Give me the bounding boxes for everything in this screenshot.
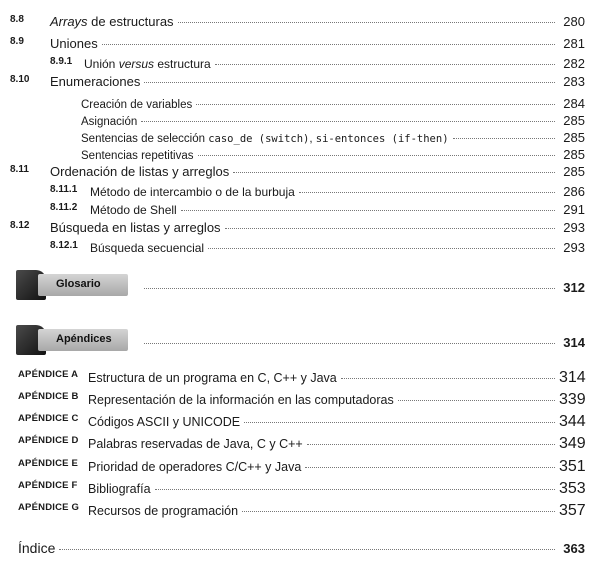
section-number: 8.11 xyxy=(10,164,29,175)
leader-dots xyxy=(242,511,555,512)
leader-dots xyxy=(144,343,555,344)
toc-entry-8-9[interactable] xyxy=(0,36,593,51)
leader-dots xyxy=(233,172,555,173)
appendix-label: APÉNDICE A xyxy=(18,369,79,380)
toc-entry-apendice-a[interactable] xyxy=(0,369,593,387)
page-number: 291 xyxy=(563,202,585,217)
page-number: 363 xyxy=(563,541,585,556)
toc-entry-8-12[interactable] xyxy=(0,220,593,235)
leader-dots xyxy=(198,155,555,156)
toc-entry-8-10[interactable] xyxy=(0,74,593,89)
leader-dots xyxy=(453,138,555,139)
toc-entry-8-12-1[interactable] xyxy=(0,240,593,255)
leader-dots xyxy=(59,549,555,550)
leader-dots xyxy=(225,228,555,229)
page-number: 312 xyxy=(563,280,585,295)
toc-entry-creacion[interactable] xyxy=(0,96,593,111)
section-number: 8.9.1 xyxy=(50,56,73,67)
page-number: 344 xyxy=(559,413,586,430)
page-number: 283 xyxy=(563,74,585,89)
page-number: 293 xyxy=(563,240,585,255)
section-number: 8.9 xyxy=(10,36,24,47)
entry-title: Sentencias repetitivas xyxy=(81,150,194,162)
toc-entry-apendice-f[interactable] xyxy=(0,480,593,498)
appendix-label: APÉNDICE D xyxy=(18,435,79,446)
page-number: 293 xyxy=(563,220,585,235)
appendix-label: APÉNDICE F xyxy=(18,480,78,491)
page-number: 285 xyxy=(563,147,585,162)
leader-dots xyxy=(208,248,555,249)
toc-entry-apendice-d[interactable] xyxy=(0,435,593,453)
section-number: 8.11.2 xyxy=(50,202,78,213)
leader-dots xyxy=(144,288,555,289)
page-number: 285 xyxy=(563,130,585,145)
toc-entry-sentencias-seleccion[interactable] xyxy=(0,130,593,145)
toc-entry-apendice-c[interactable] xyxy=(0,413,593,431)
section-number: 8.11.1 xyxy=(50,184,78,195)
page-number: 353 xyxy=(559,480,586,497)
leader-dots xyxy=(181,210,555,211)
section-number: 8.12.1 xyxy=(50,240,78,251)
toc-entry-apendices[interactable] xyxy=(0,335,593,350)
entry-title: Unión versus estructura xyxy=(84,57,211,71)
appendix-label: APÉNDICE G xyxy=(18,502,80,513)
page-number: 339 xyxy=(559,391,586,408)
entry-title: Sentencias de selección caso_de (switch), si-entonces (if-then) xyxy=(81,133,449,145)
toc-entry-indice[interactable] xyxy=(0,540,593,556)
leader-dots xyxy=(144,82,555,83)
appendix-label: APÉNDICE E xyxy=(18,458,79,469)
entry-title: Índice xyxy=(18,540,56,556)
leader-dots xyxy=(141,121,555,122)
toc-entry-8-9-1[interactable] xyxy=(0,56,593,71)
leader-dots xyxy=(299,192,555,193)
leader-dots xyxy=(155,489,555,490)
toc-entry-8-11-2[interactable] xyxy=(0,202,593,217)
page-number: 280 xyxy=(563,14,585,29)
page-number: 285 xyxy=(563,164,585,179)
page-number: 357 xyxy=(559,502,586,519)
section-number: 8.8 xyxy=(10,14,24,25)
entry-title: Representación de la información en las computadoras xyxy=(88,393,394,407)
entry-title: Bibliografía xyxy=(88,482,151,496)
page-number: 314 xyxy=(559,369,586,386)
page-number: 314 xyxy=(563,335,585,350)
section-number: 8.12 xyxy=(10,220,30,231)
entry-title: Arrays de estructuras xyxy=(50,14,174,29)
toc-entry-apendice-e[interactable] xyxy=(0,458,593,476)
entry-title: Método de intercambio o de la burbuja xyxy=(90,185,295,199)
entry-title: Método de Shell xyxy=(90,203,177,217)
entry-title: Uniones xyxy=(50,36,98,51)
toc-entry-sentencias-repetitivas[interactable] xyxy=(0,147,593,162)
page-number: 286 xyxy=(563,184,585,199)
leader-dots xyxy=(215,64,555,65)
leader-dots xyxy=(305,467,555,468)
leader-dots xyxy=(341,378,555,379)
toc-entry-8-8[interactable] xyxy=(0,14,593,29)
page-number: 349 xyxy=(559,435,586,452)
appendix-label: APÉNDICE C xyxy=(18,413,79,424)
toc-entry-glosario[interactable] xyxy=(0,280,593,295)
apendices-label: Apéndices xyxy=(56,333,112,345)
entry-title: Búsqueda en listas y arreglos xyxy=(50,220,221,235)
leader-dots xyxy=(307,444,555,445)
toc-entry-8-11-1[interactable] xyxy=(0,184,593,199)
entry-title: Recursos de programación xyxy=(88,504,239,518)
section-number: 8.10 xyxy=(10,74,30,85)
toc-entry-apendice-b[interactable] xyxy=(0,391,593,409)
leader-dots xyxy=(102,44,555,45)
leader-dots xyxy=(244,422,555,423)
entry-title: Palabras reservadas de Java, C y C++ xyxy=(88,437,303,451)
leader-dots xyxy=(178,22,555,23)
leader-dots xyxy=(398,400,555,401)
toc-entry-apendice-g[interactable] xyxy=(0,502,593,520)
page-number: 284 xyxy=(563,96,585,111)
entry-title: Enumeraciones xyxy=(50,74,141,89)
entry-title: Creación de variables xyxy=(81,99,193,111)
entry-title: Estructura de un programa en C, C++ y Java xyxy=(88,371,337,385)
leader-dots xyxy=(196,104,555,105)
entry-title: Asignación xyxy=(81,116,138,128)
entry-title: Prioridad de operadores C/C++ y Java xyxy=(88,460,302,474)
glosario-label: Glosario xyxy=(56,278,101,290)
toc-entry-8-11[interactable] xyxy=(0,164,593,179)
entry-title: Ordenación de listas y arreglos xyxy=(50,164,230,179)
page-number: 282 xyxy=(563,56,585,71)
entry-title: Códigos ASCII y UNICODE xyxy=(88,415,241,429)
toc-entry-asignacion[interactable] xyxy=(0,113,593,128)
page-number: 281 xyxy=(563,36,585,51)
page-number: 285 xyxy=(563,113,585,128)
entry-title: Búsqueda secuencial xyxy=(90,241,205,255)
appendix-label: APÉNDICE B xyxy=(18,391,79,402)
page-number: 351 xyxy=(559,458,586,475)
